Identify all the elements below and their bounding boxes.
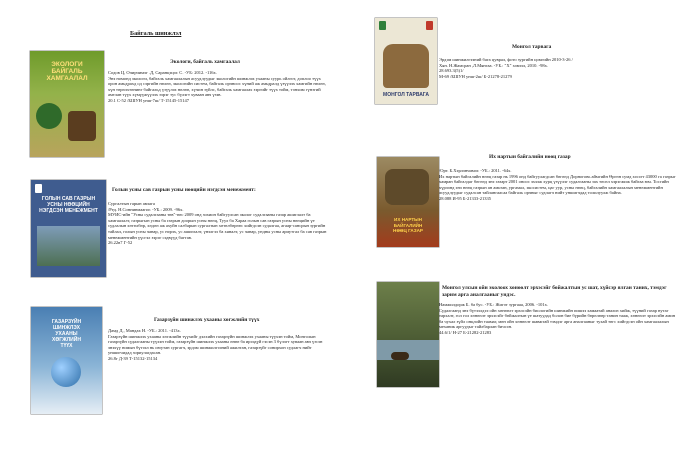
entry-body: Намжилдорж Б. ба бус. -УБ.: Жигэт зургааа, 2006. -101х. Судалгаанд энэ бүтээлдээ ойн хөнөөлт эрхэсэйн биологийн шинжийн пишээ хамаатай анализ хийж, түүний газар нутаг тархалт, гол гол хөнөөлт эрхэсэйг бөйжалтын үе шатуудад болон бие бүрийн бөрөлөөр танин тааж, хөнөөлт эрхэсэйн амин ба чухал зүйл онцлойн таамаг, мөн ойн хөнөөлт шавжтай тэмдэг арга аналгааныг тухай төгс хийгдсэн ойн хамгаалалын механик аргуудыг тайлбарлан бичсэн. 44.6/1/ Н-27 Б-21282-21283 [439, 302, 676, 335]
cover-image [383, 44, 429, 88]
book-cover-reserve [377, 157, 439, 247]
cover-image [385, 169, 429, 205]
institution-logo-icon [426, 21, 433, 30]
cover-title: ИХ НАРТЫН БАЙГАЛИЙН НӨӨЦ ГАЗАР [393, 217, 423, 233]
entry-title: Монгол тарвага [512, 44, 552, 50]
book-cover-geography [31, 307, 102, 414]
institution-logo-icon [379, 21, 386, 30]
entry-title: Газарзүйн шинжлэх ухааны хөгжлийн түүх [154, 317, 260, 323]
cover-image [36, 103, 62, 129]
entry-body: Содов Ц, Очирчимэг .Д, Саранцэцэг. С. -УБ: 2012. -116х. Энэ номонд экологи, байгаль хамгаалалын асуудлуудыг экологийн шинжлэх ухааны суурь ойлгот, доплоо түүх орон амьдрахд од сэргийн нөлөө, экологийн систем, байгаль орчноос хүний аж амьдралд үзүүлэх хамгийн нөлөө, хүн төрөлхтөнинг байгальд үзүүлэх нөлөө, хүчин зүйлс, байгаль хамгаалах зэргийг түүх тойм, тэнхим гүнзгий амтлан түүх хүмүүжүүлэх зэрэг тус бүлэгт хуваан авч үзэв. 20.1 С-52 /БШУН унш-7ш/ Т-15145-15147 [108, 70, 326, 103]
cover-title: ЭКОЛОГИ БАЙГАЛЬ ХАМГААЛАЛ [46, 61, 88, 82]
book-cover-marmot [375, 18, 437, 104]
entry-title: Монгол улсын ойн эколоох хөнөөлт эрхэсэйг бөйжалтын ус шат, хүйсэр ялган таних, тэмдэг зарим арга аналгааныг ундэс. [442, 285, 667, 298]
cover-image [68, 111, 96, 141]
cover-image [37, 226, 100, 266]
entry-body: Сургалтын гарын авлага /Ред. Н.Соннинмаагиг. -УБ.: 2009. -96х. МУИС-ийн "Усны судалгааны төв"-өөс 2009 онд зохион байгуулсан эколог судалгааны газар ашиглалт ба хамгаалалт, газрыгын усны ба газрын доорын усны нөөц, Туул ба Харaa голын сав газрын усны нөөцийн үе судлалын хөтөлбөр, хөдөө аж ахуйн салбарын сургалтын хөтөлбөрөөс хийгдсэн судалгаа, агаар-сансрын зургийн тайлал, голын усны чанар, ус нэрэх, ус ашиглалт, үнэлгээ ба хяналт, ус чанар, ундны усны ариутгал ба сав газрын менежментийн үүсгэл зэрэг сэдвүүд багтав. 26.22в7 Г-52 [108, 201, 327, 246]
book-cover-ecology [30, 51, 104, 157]
book-cover-forest [377, 282, 439, 387]
book-cover-water [31, 180, 106, 277]
boat-icon [391, 352, 409, 360]
entry-title: Голын усны сав газрын усны нөөцийн нэгдсэн менежмент: [112, 187, 256, 193]
cover-title: ГОЛЫН САВ ГАЗРЫН УСНЫ НӨӨЦИЙН НЭГДСЭН МЕНЕЖМЕНТ [39, 196, 98, 214]
globe-icon [51, 357, 81, 387]
entry-body: Дамд Д., Мандах Н. -УБ.: 2011. -413х. Газарзүйн шинжлэх ухааны хөгжлийн түүхийг дэлхийн газарзүйн шинжлэх ухааны түүхэн тойм, Монголын газарзүйн судалгааны түүхэн тойм, газарзүйн шинжлэх ухааны өнөө ба ирээдүй гэсэн 3 бүлэгт хуваан авч үзсэн энэхүү номын бүтээл нь оюутан сургагч, эрдэм шинжилгээний ажилтан, газарзүйг сонирхон судлагч нийт уншигчидад зориулагдасан. 26.8г Д-39 Т-15132-15134 [108, 328, 323, 361]
cover-title: ГАЗАРЗҮЙН ШИНЖЛЭХ УХААНЫ ХӨГЖЛИЙН ТҮҮХ [51, 319, 82, 349]
entry-title: Экологи, байгаль хамгаалал [170, 59, 240, 65]
right-page [350, 0, 700, 450]
entry-body: Эрдэм шинжилгээний бага цуврал, фото зургийн цомгийн 2010-3-26 / Хян. Н.Жамсран ,Л.Мянгаа. -УБ.: "Х" хэвлэл, 2010. -98х. 28.693.3(5)1/ М-69 /БШУН унш-2ш/ Б-21278-21279 [439, 57, 573, 79]
entry-title: Их нартын байгалийн нөөц газар [489, 154, 571, 160]
page-heading: Байгаль шинжлэл [130, 30, 182, 37]
cover-title: МОНГОЛ ТАРВАГА [383, 92, 429, 98]
entry-body: /Орт. Б.Хэрлэнчимэг. -УБ.: 2011. -64х. Их нартын байгалийн нөөц газар нь 1996 онд байгуулагдсан бөгөөд Дорноговь аймгийн Өргөн сумд хэсэгт 43000 га газрыг хамран байгалдаг бөгөөд энэ газарт 2001 оноос эхэлж хурц үзүүлэг судалгааны зах төсөл хэрэгжиж байгаа юм. Тосгийн хүрээнд энэ нөөц газрын ан амьтан, ургамал, экосистем, цаг уур, усны нөөц, байгалийн хамгаалалын менежментийн асуудлуудыг судалсан тайлангаасаа байгаль орчныг судлагч нийт уншигчдад толилуулж байна. 28.088 И-95 Б-21333-21335 [439, 168, 676, 201]
wwf-logo-icon [35, 184, 42, 193]
